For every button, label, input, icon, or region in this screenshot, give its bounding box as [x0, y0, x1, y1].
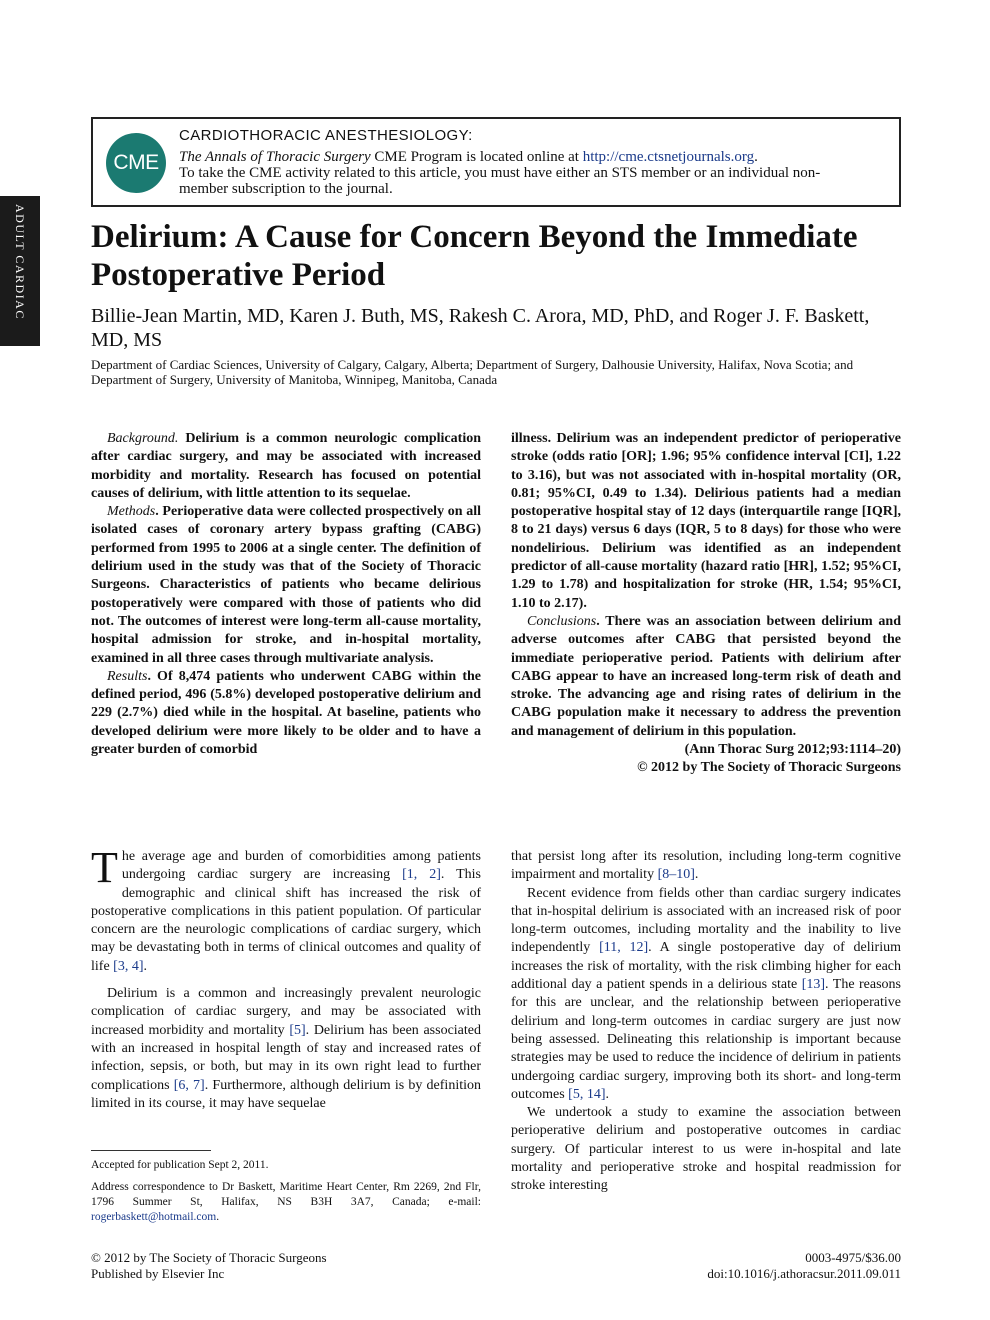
- footer-copyright: © 2012 by The Society of Thoracic Surgeons: [91, 1250, 327, 1265]
- drop-cap: T: [91, 843, 118, 892]
- body-right-column: [511, 848, 901, 1196]
- reference-link[interactable]: [6, 7]: [173, 1077, 205, 1093]
- cme-text: [179, 149, 869, 197]
- section-side-tab: [0, 196, 40, 346]
- abstract-results: [91, 668, 481, 759]
- correspondence-address: [91, 1180, 481, 1225]
- body-paragraph-1: [91, 843, 482, 976]
- body-p3-text-a: that persist long after its resolution, including long-term cognitive impairment and mortality: [511, 849, 901, 883]
- abstract-background-text: Delirium is a common neurologic complication after cardiac surgery, and may be associated with increased morbidity and mortality. Research has focused on potential causes of delirium, with little attention to its sequelae.: [91, 431, 481, 501]
- body-p3-text-b: .: [694, 867, 699, 883]
- body-p4-text-b: . A single postoperative day of delirium increases the risk of mortality, with the risk climbing higher for each additional day a patient spends in a delirious state: [511, 940, 901, 993]
- abstract-conclusions-label: Conclusions: [527, 613, 597, 629]
- reference-link[interactable]: [3, 4]: [113, 958, 144, 974]
- abstract-methods: [91, 503, 481, 668]
- body-p2-text-c: . Furthermore, although delirium is by definition limited in its course, it may have sequelae: [91, 1077, 481, 1111]
- cme-url-link[interactable]: http://cme.ctsnetjournals.org: [582, 149, 755, 165]
- footer-publisher: Published by Elsevier Inc: [91, 1266, 225, 1281]
- abstract-right-column: [511, 430, 901, 778]
- reference-link[interactable]: [11, 12]: [599, 940, 649, 956]
- abstract-results-label: Results: [107, 668, 148, 684]
- reference-link[interactable]: [5, 14]: [568, 1086, 606, 1102]
- body-p1-text-c: .: [143, 958, 147, 974]
- body-p1-text-b: . This demographic and clinical shift has increased the risk of postoperative complications in this patient population. Of particular concern are the neurologic complications of cardiac surgery, which may be devastating both in terms of clinical outcomes and quality of life: [91, 867, 482, 974]
- body-p2-text-b: . Delirium has been associated with an increased in hospital length of stay and increased rates of infection, sepsis, or both, but may in its own right lead to further complications: [91, 1022, 481, 1093]
- cme-access-text: To take the CME activity related to this article, you must have either an STS member or an individual non-member subscription to the journal.: [179, 165, 821, 197]
- section-side-tab-label: ADULT CARDIAC: [13, 204, 27, 320]
- correspondence-text: Address correspondence to Dr Baskett, Maritime Heart Center, Rm 2269, 2nd Flr, 1796 Summer St, Halifax, NS B3H 3A7, Canada; e-mail:: [91, 1181, 481, 1208]
- page-footer-right: [707, 1250, 901, 1282]
- body-left-column: [91, 843, 482, 1113]
- abstract-conclusions: [511, 613, 901, 741]
- body-p4-text-c: . The reasons for this are unclear, and the relationship between perioperative delirium and long-term outcomes in cardiac surgery are just now being assessed. Delineating this relationship is important because strategies may be used to reduce the incidence of delirium in patients undergoing cardiac surgery, improving both its short- and long-term outcomes: [511, 977, 902, 1102]
- abstract-left-column: [91, 430, 481, 759]
- author-list: Billie-Jean Martin, MD, Karen J. Buth, MS, Rakesh C. Arora, MD, PhD, and Roger J. F. Baskett, MD, MS: [91, 305, 870, 351]
- accepted-date: Accepted for publication Sept 2, 2011.: [91, 1159, 269, 1171]
- cme-notice-box: [91, 117, 901, 207]
- cme-text-mid: CME Program is located online at: [370, 149, 583, 165]
- reference-link[interactable]: [5]: [289, 1022, 306, 1038]
- email-link[interactable]: rogerbaskett@hotmail.com: [91, 1211, 217, 1223]
- footnotes: [91, 1158, 481, 1232]
- abstract-methods-label: Methods: [107, 504, 156, 520]
- footer-issn: 0003-4975/$36.00: [805, 1250, 901, 1265]
- body-paragraph-4: [511, 885, 901, 1105]
- body-p4-text-a: Recent evidence from fields other than cardiac surgery indicates that in-hospital delirium is associated with an increased risk of poor long-term outcomes, including mortality and the inability to live independently: [511, 885, 901, 956]
- cme-heading: CARDIOTHORACIC ANESTHESIOLOGY:: [179, 127, 473, 144]
- abstract-conclusions-text: . There was an association between delirium and adverse outcomes after CABG that persisted beyond the immediate perioperative period. Patients with delirium after CABG appear to have an increased long-term risk of death and stroke. The advancing age and rising rates of delirium in the CABG population make it necessary to address the prevention and management of delirium in this population.: [511, 613, 901, 739]
- cme-text-end: .: [754, 149, 758, 165]
- body-paragraph-2: [91, 985, 481, 1113]
- abstract-copyright: © 2012 by The Society of Thoracic Surgeons: [637, 760, 901, 776]
- footer-doi[interactable]: doi:10.1016/j.athoracsur.2011.09.011: [707, 1266, 901, 1281]
- body-p2-text-a: Delirium is a common and increasingly prevalent neurologic complication of cardiac surgery, and may be associated with increased morbidity and mortality: [91, 986, 481, 1038]
- author-affiliation: Department of Cardiac Sciences, University of Calgary, Calgary, Alberta; Department of Surgery, Dalhousie University, Halifax, Nova Scotia; and Department of Surgery, University of Manitoba, Winnipeg, Manitoba, Canada: [91, 357, 854, 387]
- abstract-background: [91, 430, 481, 503]
- reference-link[interactable]: [1, 2]: [402, 867, 441, 883]
- abstract-background-label: Background.: [107, 431, 179, 446]
- article-title: Delirium: A Cause for Concern Beyond the Immediate Postoperative Period: [91, 219, 858, 293]
- body-p4-text-d: .: [605, 1086, 609, 1102]
- body-paragraph-5: We undertook a study to examine the association between perioperative delirium and postoperative outcomes in cardiac surgery. Of particular interest to us were in-hospital and late mortality and perioperative stroke and hospital readmission for stroke interesting: [511, 1105, 901, 1194]
- reference-link[interactable]: [13]: [801, 977, 826, 993]
- cme-logo-icon: CME: [106, 133, 166, 193]
- correspondence-end: .: [216, 1211, 220, 1223]
- reference-link[interactable]: [8–10]: [657, 867, 695, 883]
- body-p1-text-a: he average age and burden of comorbidities among patients undergoing cardiac surgery are increasing: [121, 849, 481, 883]
- cme-journal-name: The Annals of Thoracic Surgery: [179, 149, 371, 165]
- journal-citation: (Ann Thorac Surg 2012;93:1114–20): [684, 742, 901, 758]
- abstract-results-text: . Of 8,474 patients who underwent CABG within the defined period, 496 (5.8%) developed postoperative delirium and 229 (2.7%) died while in the hospital. At baseline, patients who developed delirium were more likely to be older and to have a greater burden of comorbid: [91, 668, 481, 758]
- abstract-methods-text: . Perioperative data were collected prospectively on all isolated cases of coronary artery bypass grafting (CABG) performed from 1995 to 2006 at a single center. The definition of delirium used in the study was that of the Society of Thoracic Surgeons. Characteristics of patients who became delirious postoperatively were compared with those of patients who did not. The outcomes of interest were long-term all-cause mortality, hospital admission for stroke, and in-hospital mortality, examined in all three cases through multivariate analysis.: [91, 504, 481, 666]
- page-footer-left: [91, 1250, 327, 1282]
- body-paragraph-3: [511, 848, 901, 885]
- abstract-results-continued: illness. Delirium was an independent predictor of perioperative stroke (odds ratio [OR]; 1.96; 95% confidence interval [CI], 1.22 to 3.16), but was not associated with in-hospital mortality (OR, 0.81; 95%CI, 0.49 to 1.34). Delirious patients had a median postoperative hospital stay of 12 days (interquartile range [IQR], 8 to 21 days) versus 6 days (IQR, 5 to 8 days) for those who were nondelirious. Delirium was identified as an independent predictor of all-cause mortality (hazard ratio [HR], 1.52; 95%CI, 1.29 to 1.78) and hospitalization for stroke (HR, 1.54; 95%CI, 1.10 to 2.17).: [511, 431, 901, 611]
- footnote-divider: [91, 1150, 211, 1151]
